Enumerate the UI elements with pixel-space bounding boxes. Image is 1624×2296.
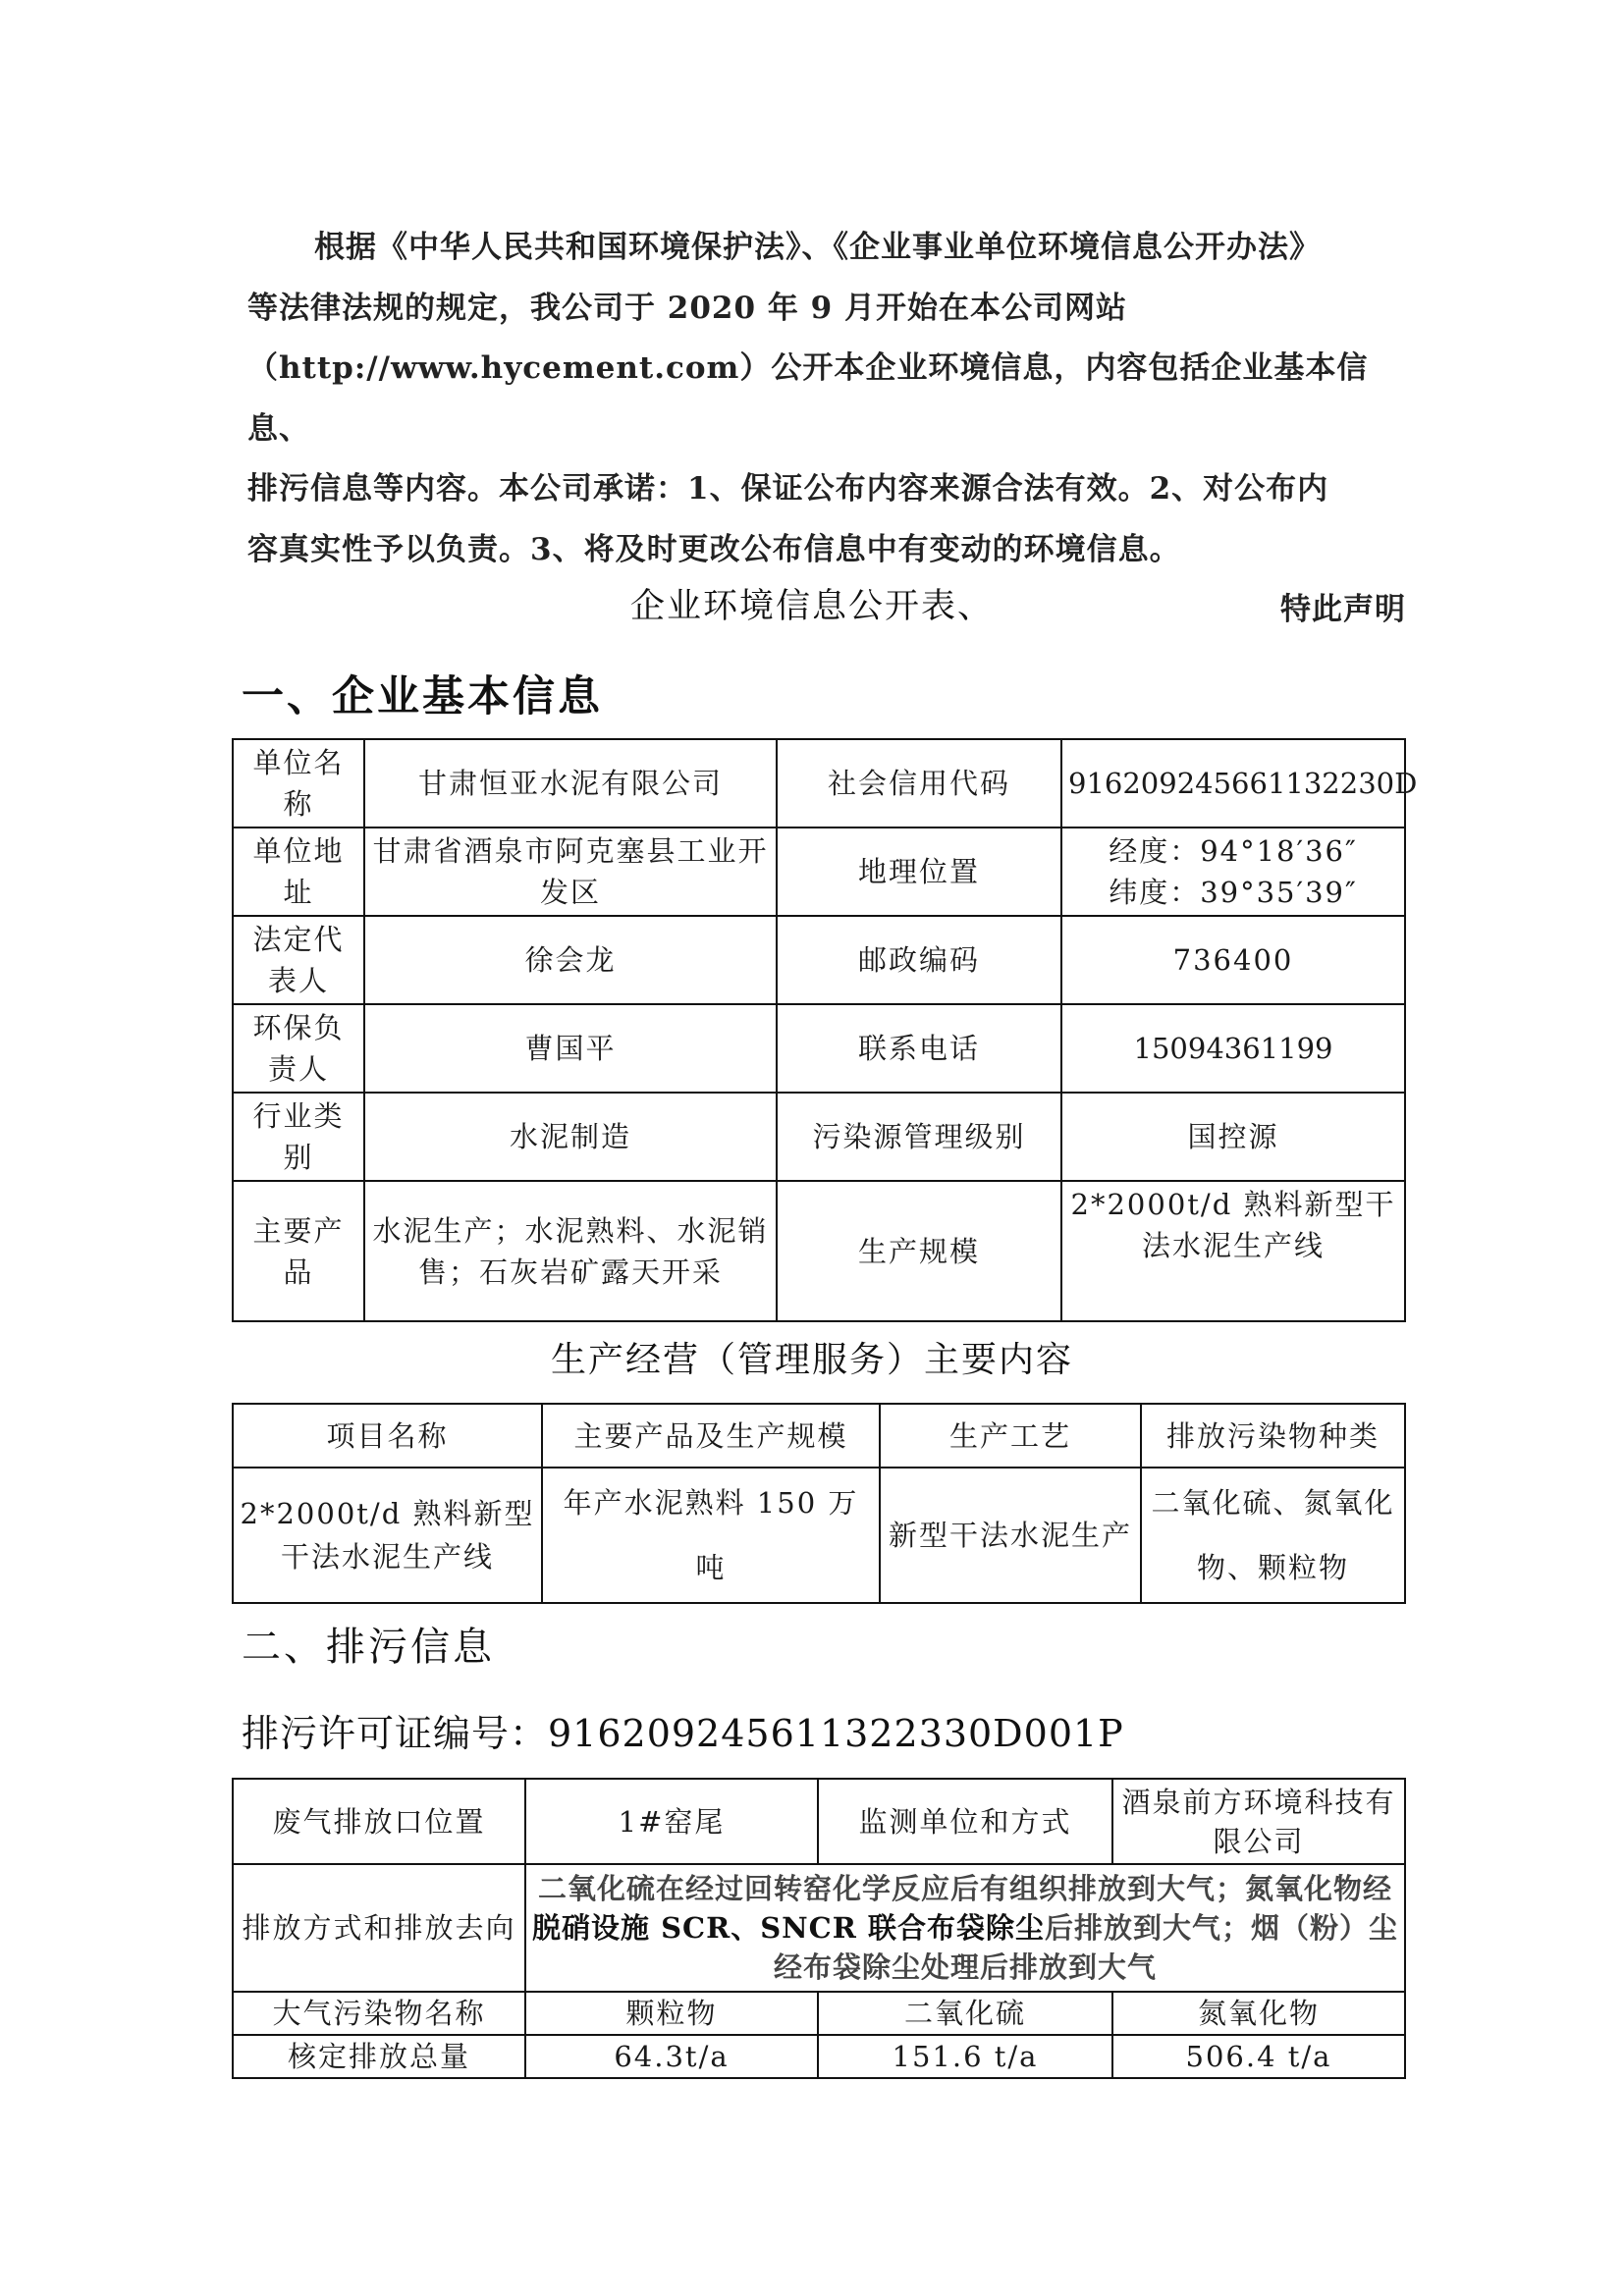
- method-label: 排放方式和排放去向: [233, 1864, 525, 1992]
- method-highlight: 脱硝设施 SCR、SNCR 联合布袋除尘: [532, 1911, 1045, 1945]
- operations-cell: 年产水泥熟料 150 万吨: [542, 1468, 880, 1603]
- postcode-value: 736400: [1061, 916, 1405, 1004]
- intro-line: 等法律法规的规定，我公司于 2020 年 9 月开始在本公司网站: [247, 290, 1128, 326]
- legal-rep-value: 徐会龙: [364, 916, 777, 1004]
- intro-line: 排污信息等内容。本公司承诺：1、保证公布内容来源合法有效。2、对公布内: [247, 471, 1329, 507]
- env-manager-label: 环保负责人: [233, 1004, 364, 1093]
- document-title: 企业环境信息公开表、: [629, 587, 994, 626]
- operations-cell: 2*2000t/d 熟料新型干法水泥生产线: [233, 1468, 542, 1603]
- section-1-heading: 一、企业基本信息: [242, 672, 603, 721]
- pollution-level-value: 国控源: [1061, 1093, 1405, 1181]
- unit-name-value: 甘肃恒亚水泥有限公司: [364, 739, 777, 828]
- unit-name-label: 单位名称: [233, 739, 364, 828]
- total-value: 506.4 t/a: [1112, 2035, 1405, 2078]
- section-2-heading: 二、排污信息: [242, 1625, 495, 1670]
- outlet-value: 1#窑尾: [525, 1779, 818, 1864]
- permit-number: 排污许可证编号：916209245611322330D001P: [242, 1712, 1124, 1755]
- method-value: [525, 1864, 1405, 1992]
- pollutant-label: 大气污染物名称: [233, 1992, 525, 2035]
- total-value: 151.6 t/a: [818, 2035, 1112, 2078]
- address-label: 单位地址: [233, 828, 364, 916]
- latitude: 纬度：39°35′39″: [1109, 876, 1358, 909]
- operations-header: 排放污染物种类: [1141, 1404, 1405, 1468]
- geo-value: [1061, 828, 1405, 916]
- pollutant-name: 二氧化硫: [818, 1992, 1112, 2035]
- env-manager-value: 曹国平: [364, 1004, 777, 1093]
- legal-rep-label: 法定代表人: [233, 916, 364, 1004]
- monitor-value: 酒泉前方环境科技有限公司: [1112, 1779, 1405, 1864]
- total-value: 64.3t/a: [525, 2035, 818, 2078]
- operations-cell: 新型干法水泥生产: [880, 1468, 1141, 1603]
- scale-label: 生产规模: [777, 1181, 1061, 1321]
- total-label: 核定排放总量: [233, 2035, 525, 2078]
- address-value: 甘肃省酒泉市阿克塞县工业开发区: [364, 828, 777, 916]
- products-value: 水泥生产；水泥熟料、水泥销售；石灰岩矿露天开采: [364, 1181, 777, 1321]
- intro-line: （http://www.hycement.com）公开本企业环境信息，内容包括企业基本信息、: [247, 350, 1369, 447]
- intro-line: 容真实性予以负责。3、将及时更改公布信息中有变动的环境信息。: [247, 531, 1181, 567]
- phone-value: 15094361199: [1061, 1004, 1405, 1093]
- outlet-label: 废气排放口位置: [233, 1779, 525, 1864]
- industry-label: 行业类别: [233, 1093, 364, 1181]
- operations-header: 项目名称: [233, 1404, 542, 1468]
- emission-table: [232, 1778, 1406, 2079]
- products-label: 主要产品: [233, 1181, 364, 1321]
- method-text: 二氧化硫在经过回转窑化学反应后有组织排放到大气；氮氧化物经: [537, 1872, 1392, 1905]
- pollutant-name: 颗粒物: [525, 1992, 818, 2035]
- operations-header: 主要产品及生产规模: [542, 1404, 880, 1468]
- operations-table: [232, 1403, 1406, 1604]
- credit-code-value: 916209245661132230D: [1061, 739, 1405, 828]
- intro-statement: [247, 218, 1406, 641]
- credit-code-label: 社会信用代码: [777, 739, 1061, 828]
- industry-value: 水泥制造: [364, 1093, 777, 1181]
- intro-line: 根据《中华人民共和国环境保护法》、《企业事业单位环境信息公开办法》: [314, 230, 1321, 265]
- operations-cell: 二氧化硫、氮氧化物、颗粒物: [1141, 1468, 1405, 1603]
- method-text: 后排放到大气；烟（粉）尘经布袋除尘处理后排放到大气: [773, 1911, 1398, 1984]
- pollution-level-label: 污染源管理级别: [777, 1093, 1061, 1181]
- pollutant-name: 氮氧化物: [1112, 1992, 1405, 2035]
- scale-value: 2*2000t/d 熟料新型干法水泥生产线: [1061, 1181, 1405, 1321]
- longitude: 经度：94°18′36″: [1109, 834, 1358, 868]
- signoff: 特此声明: [1280, 592, 1406, 627]
- postcode-label: 邮政编码: [777, 916, 1061, 1004]
- operations-header: 生产工艺: [880, 1404, 1141, 1468]
- geo-label: 地理位置: [777, 828, 1061, 916]
- basic-info-table: [232, 738, 1418, 1322]
- monitor-label: 监测单位和方式: [818, 1779, 1112, 1864]
- operations-title: 生产经营（管理服务）主要内容: [550, 1340, 1073, 1380]
- phone-label: 联系电话: [777, 1004, 1061, 1093]
